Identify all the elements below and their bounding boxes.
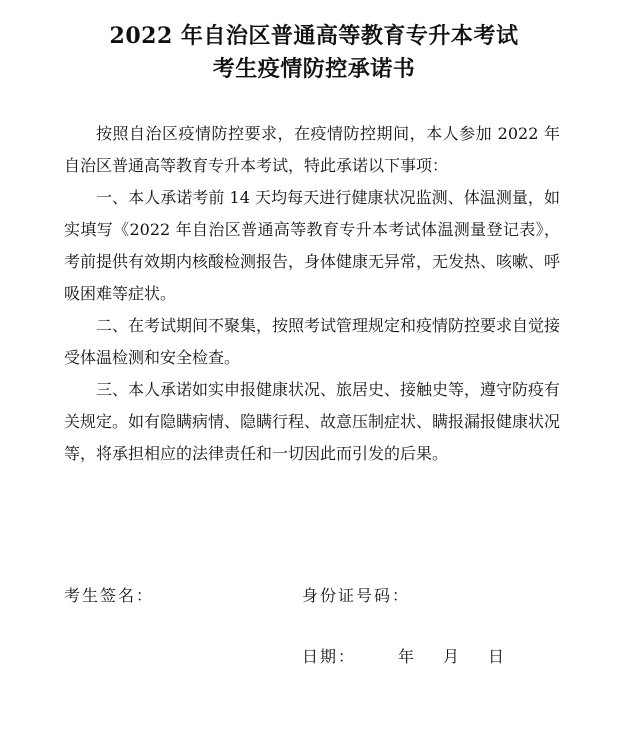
document-title-line-1: 2022 年自治区普通高等教育专升本考试: [109, 23, 519, 49]
date-month-label: 月: [443, 647, 462, 666]
date-label: 日期：: [302, 647, 357, 666]
signature-name-label: 考生签名：: [64, 586, 155, 605]
commitment-item-1: 一、本人承诺考前 14 天均每天进行健康状况监测、体温测量，如实填写《2022 年自治区普通高等教育专升本考试体温测量登记表》，考前提供有效期内核酸检测报告，身体健康无异常，无发热、咳嗽、呼吸困难等症状。: [64, 188, 561, 303]
intro-paragraph: 按照自治区疫情防控要求，在疫情防控期间，本人参加 2022 年自治区普通高等教育专升本考试，特此承诺以下事项：: [64, 124, 560, 175]
id-number-label: 身份证号码：: [302, 586, 411, 605]
document-title-line-2: 考生疫情防控承诺书: [212, 56, 416, 82]
commitment-item-2: 二、在考试期间不聚集，按照考试管理规定和疫情防控要求自觉接受体温检测和安全检查。: [64, 316, 561, 367]
date-day-label: 日: [488, 647, 507, 666]
document-body: [64, 118, 560, 470]
date-year-label: 年: [398, 647, 417, 666]
commitment-item-3: 三、本人承诺如实申报健康状况、旅居史、接触史等，遵守防疫有关规定。如有隐瞒病情、隐瞒行程、故意压制症状、瞒报漏报健康状况等，将承担相应的法律责任和一切因此而引发的后果。: [64, 380, 561, 463]
